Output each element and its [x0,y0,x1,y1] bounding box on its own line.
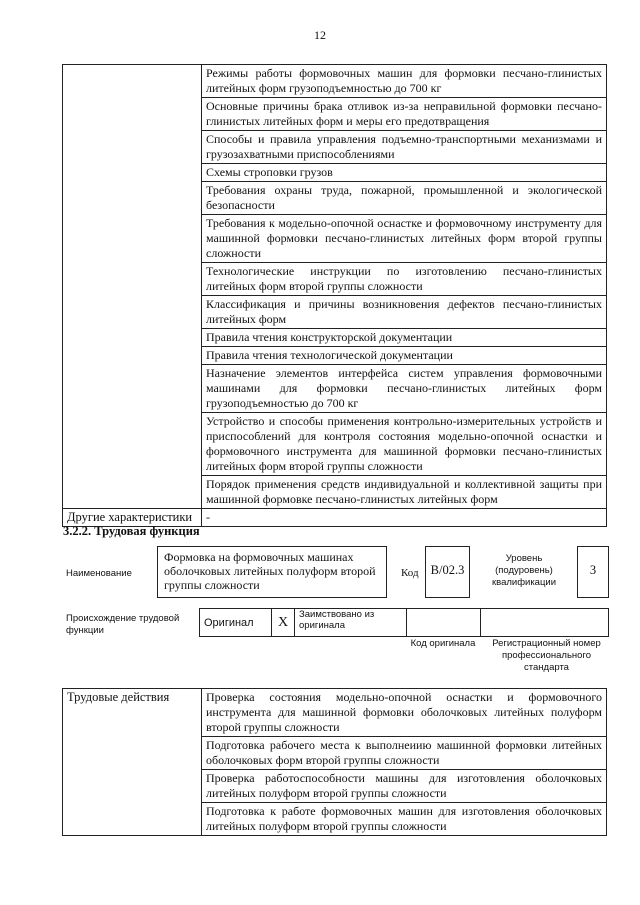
other-characteristics-value: - [202,509,607,527]
requirement-item: Требования к модельно-опочной оснастке и формовочному инструменту для машинной формовки песчано-глинистых литейных форм второй группы сложности [202,215,607,263]
original-label: Оригинал [200,609,272,637]
code-label: Код [401,567,419,579]
origin-label: Происхождение трудовой функции [66,613,180,636]
labor-action-item: Подготовка к работе формовочных машин для изготовления оболочковых литейных полуформ второй группы сложности [202,803,607,836]
name-label: Наименование [66,568,132,579]
requirement-item: Устройство и способы применения контрольно-измерительных устройств и приспособлений для контроля состояния модельно-опочной оснастки и формовочного инструмента для машинной формовки песчано-глинистых литейных форм второй группы сложности [202,413,607,476]
labor-action-item: Проверка работоспособности машины для изготовления оболочковых литейных полуформ второй группы сложности [202,770,607,803]
origin-table [199,608,609,637]
requirement-item: Способы и правила управления подъемно-транспортными механизмами и грузозахватными приспособлениями [202,131,607,164]
requirement-item: Технологические инструкции по изготовлению песчано-глинистых литейных форм второй группы сложности [202,263,607,296]
row-label-cell [63,65,202,509]
requirement-item: Схемы строповки грузов [202,164,607,182]
other-characteristics-label: Другие характеристики [63,509,202,527]
page-number: 12 [314,28,326,42]
function-code-box: B/02.3 [425,546,470,598]
table-row [63,65,607,98]
level-label: Уровень (подуровень) квалификации [491,553,557,588]
original-code-cell [407,609,481,637]
requirement-item: Классификация и причины возникновения дефектов песчано-глинистых литейных форм [202,296,607,329]
labor-actions-table [62,688,607,836]
level-value-box: 3 [577,546,609,598]
labor-action-item: Проверка состояния модельно-опочной оснастки и формовочного инструмента для машинной формовки оболочковых литейных полуформ второй группы сложности [202,689,607,737]
requirement-item: Режимы работы формовочных машин для формовки песчано-глинистых литейных форм грузоподъемностью до 700 кг [202,65,607,98]
borrowed-label: Заимствовано из оригинала [295,609,407,637]
table-row [63,689,607,737]
requirement-item: Основные причины брака отливок из-за неправильной формовки песчано-глинистых литейных форм и меры его предотвращения [202,98,607,131]
caption-original-code: Код оригинала [410,638,476,649]
requirement-item: Правила чтения технологической документации [202,347,607,365]
requirement-item: Назначение элементов интерфейса систем управления формовочными машинами для формовки песчано-глинистых литейных форм грузоподъемностью до 700 кг [202,365,607,413]
labor-action-item: Подготовка рабочего места к выполнеиию машинной формовки литейных оболочковых форм второй группы сложности [202,737,607,770]
requirement-item: Правила чтения конструкторской документации [202,329,607,347]
labor-actions-label: Трудовые действия [63,689,202,836]
registration-number-cell [481,609,609,637]
requirements-table [62,64,607,527]
function-name-box: Формовка на формовочных машинах оболочковых литейных полуформ второй группы сложности [157,546,387,598]
section-title: 3.2.2. Трудовая функция [63,524,200,538]
requirement-item: Порядок применения средств индивидуальной и коллективной защиты при машинной формовке песчано-глинистых литейных форм [202,476,607,509]
caption-registration-number: Регистрационный номер профессионального стандарта [492,638,601,673]
original-mark: X [272,609,295,637]
requirement-item: Требования охраны труда, пожарной, промышленной и экологической безопасности [202,182,607,215]
